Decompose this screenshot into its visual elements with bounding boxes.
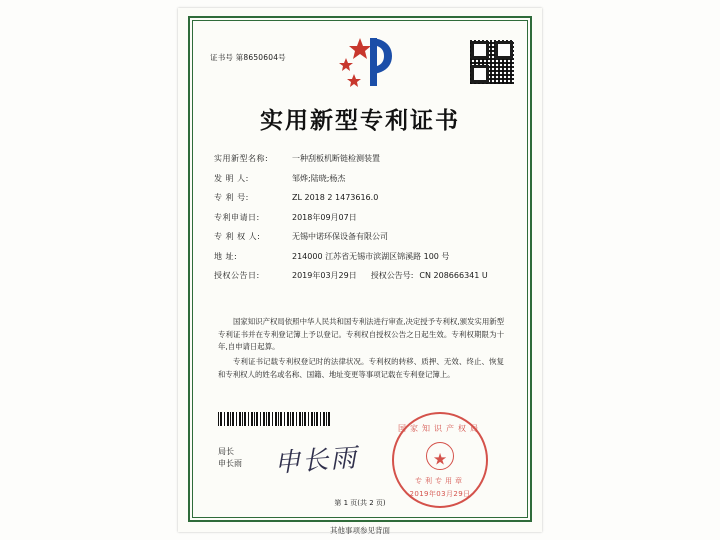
field-value: 无锡中诺环保设备有限公司 xyxy=(292,232,388,241)
body-paragraph: 专利证书记载专利权登记时的法律状况。专利权的转移、质押、无效、终止、恢复和专利权人的姓名或名称、国籍、地址变更等事项记载在专利登记簿上。 xyxy=(218,357,504,379)
certificate-body xyxy=(218,316,504,384)
official-seal xyxy=(392,412,488,508)
footer-note: 其他事项参见背面 xyxy=(330,526,390,535)
page-number: 第 1 页(共 2 页) xyxy=(334,499,386,507)
certificate-sheet xyxy=(178,8,542,532)
director-signature: 申长雨 xyxy=(273,443,360,479)
field-row xyxy=(214,232,508,242)
field-label: 专 利 权 人: xyxy=(214,232,261,241)
seal-top-text: 国家知识产权局 xyxy=(398,424,482,433)
star-icon: ★ xyxy=(432,449,448,469)
barcode xyxy=(218,412,330,426)
field-value: 一种刮板机断链检测装置 xyxy=(292,154,380,163)
field-value: ZL 2018 2 1473616.0 xyxy=(292,193,379,202)
field-label: 发 明 人: xyxy=(214,173,249,183)
field-value: 214000 江苏省无锡市滨湖区锦溪路 100 号 xyxy=(292,251,450,261)
field-row xyxy=(214,213,508,223)
field-value: 2018年09月07日 xyxy=(292,212,357,222)
field-label: 专利申请日: xyxy=(214,212,260,222)
field-value-secondary: CN 208666341 U xyxy=(419,271,488,280)
cnipa-logo-icon xyxy=(330,34,404,90)
certificate-number: 证书号 第8650604号 xyxy=(210,53,286,62)
field-row xyxy=(214,252,508,262)
qr-code xyxy=(470,40,514,84)
field-label: 地 址: xyxy=(214,251,238,261)
field-label: 实用新型名称: xyxy=(214,154,269,163)
field-label-secondary: 授权公告号: xyxy=(370,271,414,280)
field-label: 专 利 号: xyxy=(214,193,249,202)
field-row-grant xyxy=(214,271,508,281)
field-label: 授权公告日: xyxy=(214,271,260,280)
director-name: 申长雨 xyxy=(218,459,242,468)
field-row xyxy=(214,193,508,203)
seal-date: 2019年03月29日 xyxy=(409,490,471,498)
field-value: 邹烨;陆晓;杨杰 xyxy=(292,173,346,183)
field-row xyxy=(214,174,508,184)
seal-bottom-text: 专利专用章 xyxy=(415,477,465,485)
body-paragraph: 国家知识产权局依照中华人民共和国专利法进行审查,决定授予专利权,颁发实用新型专利证书并在专利登记簿上予以登记。专利权自授权公告之日起生效。专利权期限为十年,自申请日起算。 xyxy=(218,317,504,352)
certificate-title: 实用新型专利证书 xyxy=(260,108,460,134)
director-label: 局长 xyxy=(218,447,234,456)
certificate-fields xyxy=(214,154,508,291)
director-block xyxy=(218,446,242,470)
field-row xyxy=(214,154,508,164)
field-value: 2019年03月29日 xyxy=(292,271,357,280)
